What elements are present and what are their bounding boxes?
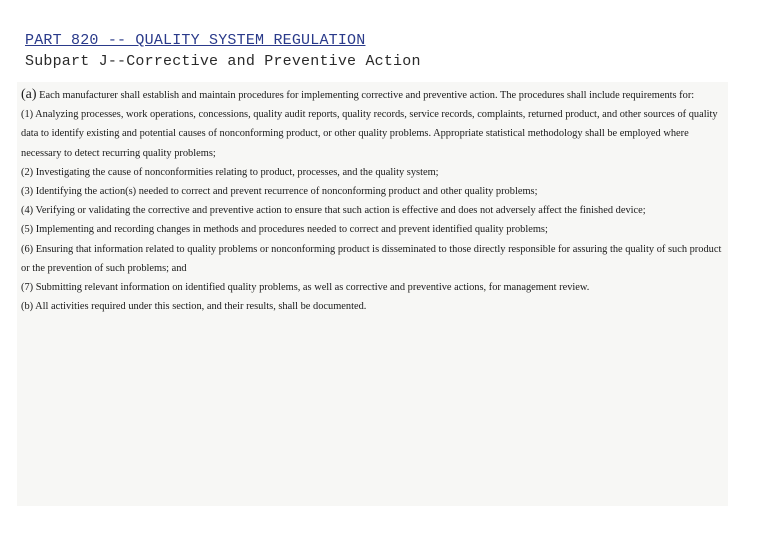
list-item-4: (4) Verifying or validating the corrective and preventive action to ensure that such action is effective and does not adversely affect the finished device; [21,205,646,217]
paragraph-a-text: Each manufacturer shall establish and maintain procedures for implementing corrective and preventive action. The procedures shall include requirements for: [36,90,695,101]
paragraph-b: (b) All activities required under this section, and their results, shall be documented. [21,301,367,313]
list-item-2: (2) Investigating the cause of nonconformities relating to product, processes, and the quality system; [21,166,439,178]
list-item-6: (6) Ensuring that information related to quality problems or nonconforming product is disseminated to those directly responsible for assuring the quality of such product or the prevention of such problems; and [21,243,722,274]
paragraph-a-marker: (a) [21,87,37,102]
regulation-text-panel [17,82,728,506]
regulation-text [17,82,728,316]
part-820-link[interactable]: PART 820 -- QUALITY SYSTEM REGULATION [25,32,366,49]
list-item-3: (3) Identifying the action(s) needed to correct and prevent recurrence of nonconforming product and other quality problems; [21,186,538,198]
subpart-title: Subpart J--Corrective and Preventive Action [25,53,421,70]
list-item-7: (7) Submitting relevant information on identified quality problems, as well as corrective and preventive actions, for management review. [21,282,590,294]
list-item-5: (5) Implementing and recording changes in methods and procedures needed to correct and prevent identified quality problems; [21,224,548,236]
list-item-1: (1) Analyzing processes, work operations, concessions, quality audit reports, quality records, service records, complaints, returned product, and other sources of quality data to identify existing and potential causes of nonconforming product, or other quality problems. Appropriate statistical methodology shall be employed where necessary to detect recurring quality problems; [21,109,718,159]
page-header [25,30,421,72]
paragraph-a [21,85,724,105]
